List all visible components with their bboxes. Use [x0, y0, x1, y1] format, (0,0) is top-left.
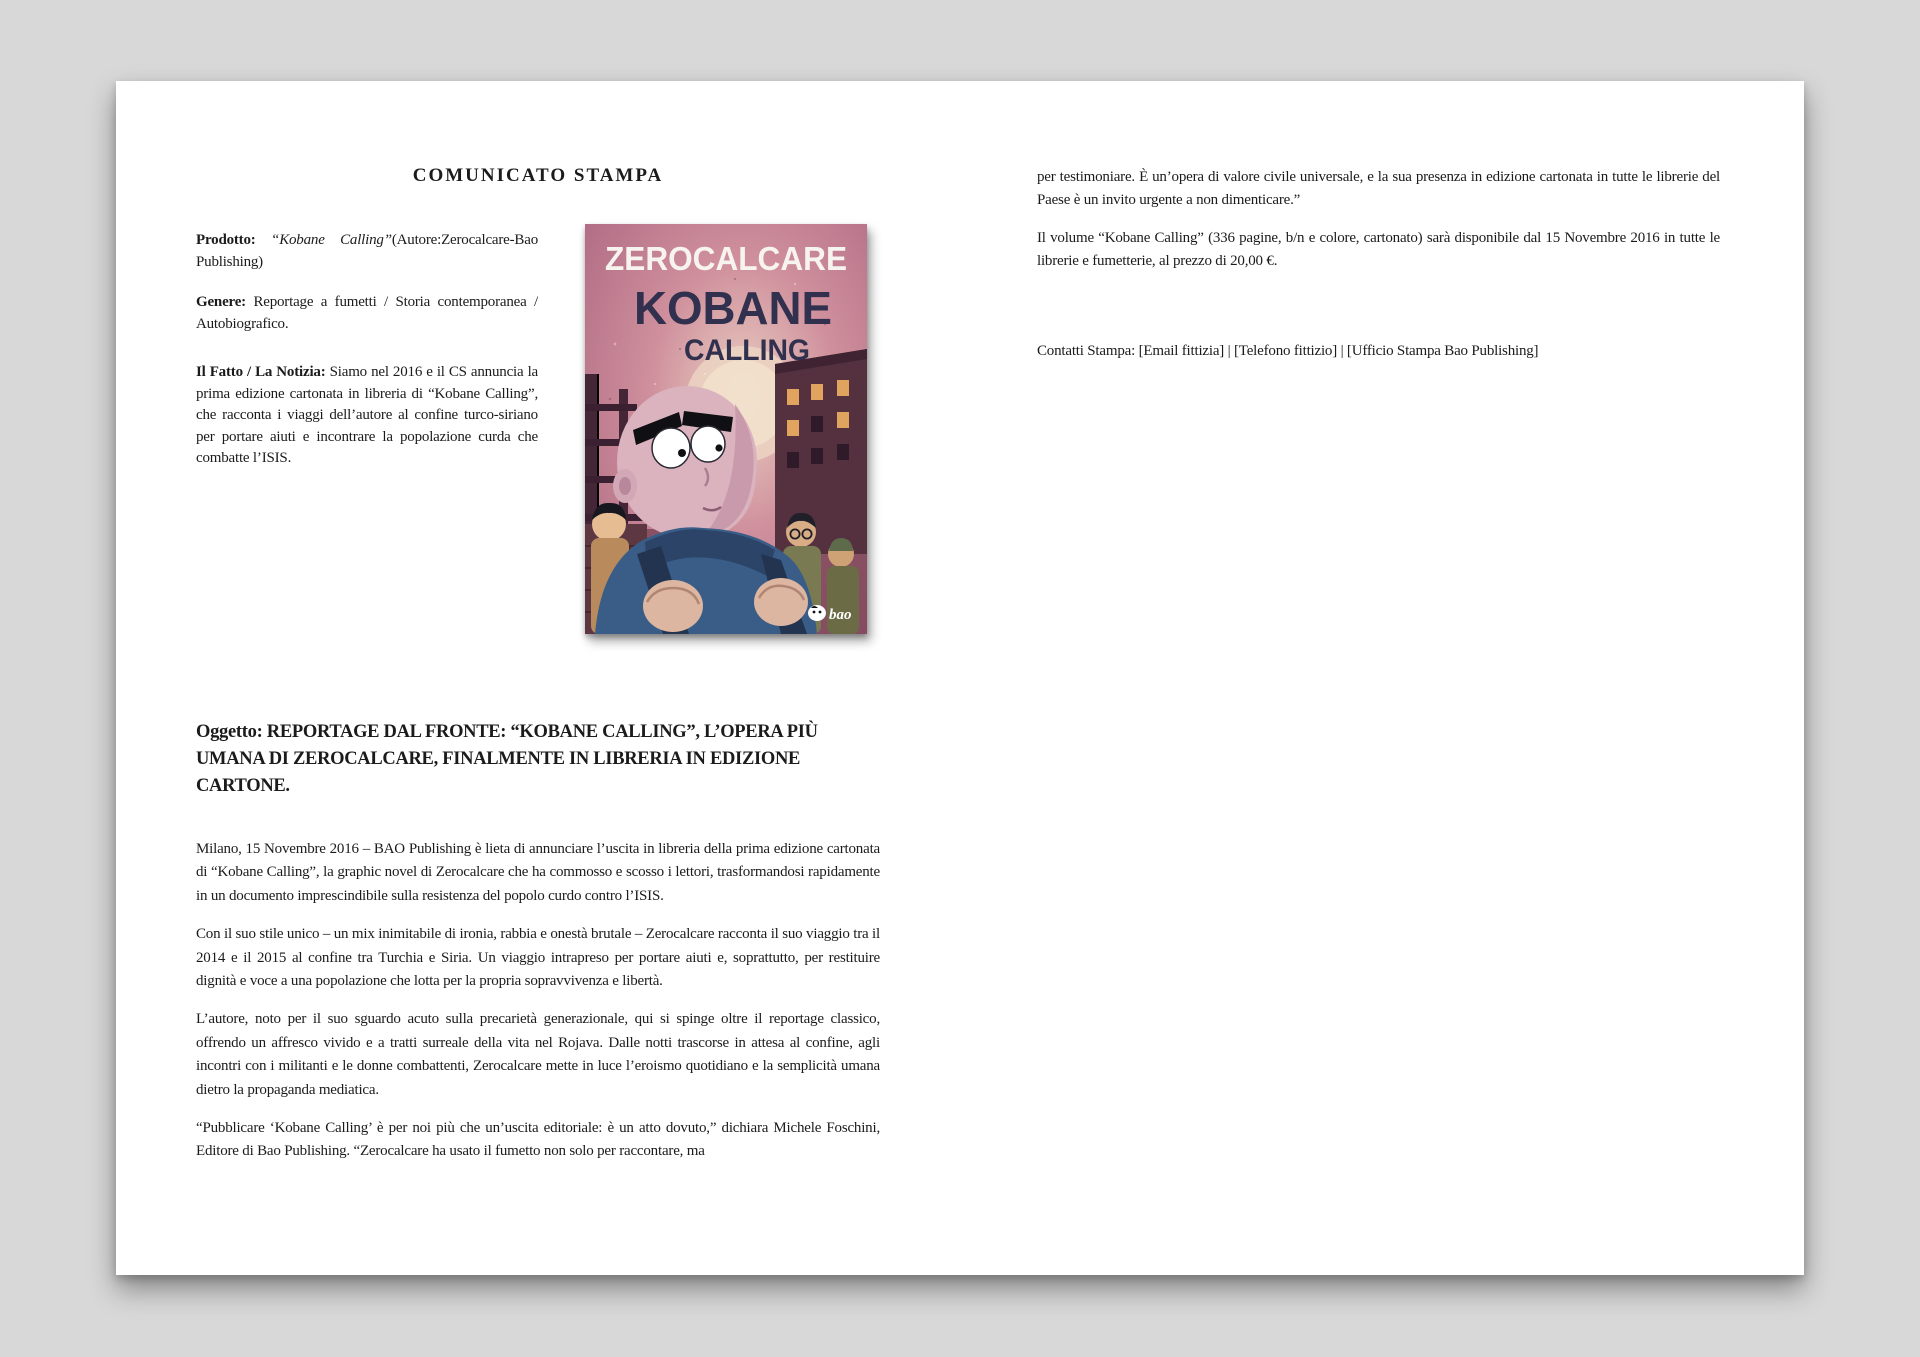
body-text-column: [196, 838, 880, 1179]
cover-author-text: ZEROCALCARE: [605, 240, 847, 277]
body-paragraph: Milano, 15 Novembre 2016 – BAO Publishing è lieta di annunciare l’uscita in libreria della prima edizione cartonata di “Kobane Calling”, la graphic novel di Zerocalcare che ha commosso e scosso i lettori, trasformandosi rapidamente in un documento imprescindibile sulla resistenza del popolo curdo contro l’ISIS.: [196, 841, 880, 904]
press-contacts: Contatti Stampa: [Email fittizia] | [Telefono fittizio] | [Ufficio Stampa Bao Publishing]: [1037, 342, 1539, 359]
genere-text: Reportage a fumetti / Storia contemporanea / Autobiografico.: [196, 294, 538, 332]
page-title: COMUNICATO STAMPA: [412, 165, 664, 186]
publisher-logo: [808, 605, 852, 623]
right-paragraph: Il volume “Kobane Calling” (336 pagine, b/n e colore, cartonato) sarà disponibile dal 15 Novembre 2016 in tutte le librerie e fumetterie, al prezzo di 20,00 €.: [1037, 229, 1720, 270]
press-release-page: [116, 81, 1804, 1275]
prodotto-label: Prodotto:: [196, 232, 256, 248]
oggetto-label: Oggetto:: [196, 722, 263, 742]
body-paragraph: L’autore, noto per il suo sguardo acuto sulla precarietà generazionale, qui si spinge oltre il reportage classico, offrendo un affresco vivido e a tratti surreale della vita nel Rojava. Dalle notti trascorse in attesa al confine, agli incontri con i militanti e le donne combattenti, Zerocalcare mette in luce l’eroismo quotidiano e la semplicità umana dietro la propaganda mediatica.: [196, 1011, 880, 1098]
genere-label: Genere:: [196, 294, 246, 310]
prodotto-paragraph: [196, 230, 538, 273]
cover-title-line2: CALLING: [684, 334, 810, 367]
fatto-text: Siamo nel 2016 e il CS annuncia la prima edizione cartonata in libreria di “Kobane Calling”, che racconta i viaggi dell’autore al confine turco-siriano per portare aiuti e incontrare la popolazione curda che combatte l’ISIS.: [196, 364, 539, 466]
fatto-paragraph: [196, 362, 538, 470]
right-paragraph: per testimoniare. È un’opera di valore civile universale, e la sua presenza in edizione cartonata in tutte le librerie del Paese è un invito urgente a non dimenticare.”: [1037, 169, 1720, 209]
right-text-column: [1037, 166, 1720, 363]
body-paragraph: “Pubblicare ‘Kobane Calling’ è per noi più che un’uscita editoriale: è un atto dovuto,” dichiara Michele Foschini, Editore di Bao Publishing. “Zerocalcare ha usato il fumetto non solo per raccontare, ma: [196, 1120, 880, 1160]
oggetto-headline: [196, 719, 886, 800]
prodotto-rest: (Autore:Zerocalcare-Bao Publishing): [196, 232, 538, 270]
genere-paragraph: [196, 292, 538, 335]
product-info-block: [196, 230, 538, 470]
book-cover-art: [585, 224, 867, 634]
fatto-label: Il Fatto / La Notizia:: [196, 364, 326, 380]
publisher-logo-text: bao: [829, 607, 852, 623]
prodotto-title: “Kobane Calling”: [271, 232, 392, 248]
cover-title-line1: KOBANE: [634, 282, 832, 334]
book-cover-image: [585, 224, 867, 634]
body-paragraph: Con il suo stile unico – un mix inimitabile di ironia, rabbia e onestà brutale – Zerocalcare racconta il suo viaggio tra il 2014 e il 2015 al confine tra Turchia e Siria. Un viaggio intrapreso per portare aiuti e, soprattutto, per restituire dignità e voce a una popolazione che lotta per la propria sopravvivenza e libertà.: [196, 926, 880, 990]
oggetto-text: REPORTAGE DAL FRONTE: “KOBANE CALLING”, L’OPERA PIÙ UMANA DI ZEROCALCARE, FINALMENTE IN LIBRERIA IN EDIZIONE CARTONE.: [196, 722, 818, 796]
